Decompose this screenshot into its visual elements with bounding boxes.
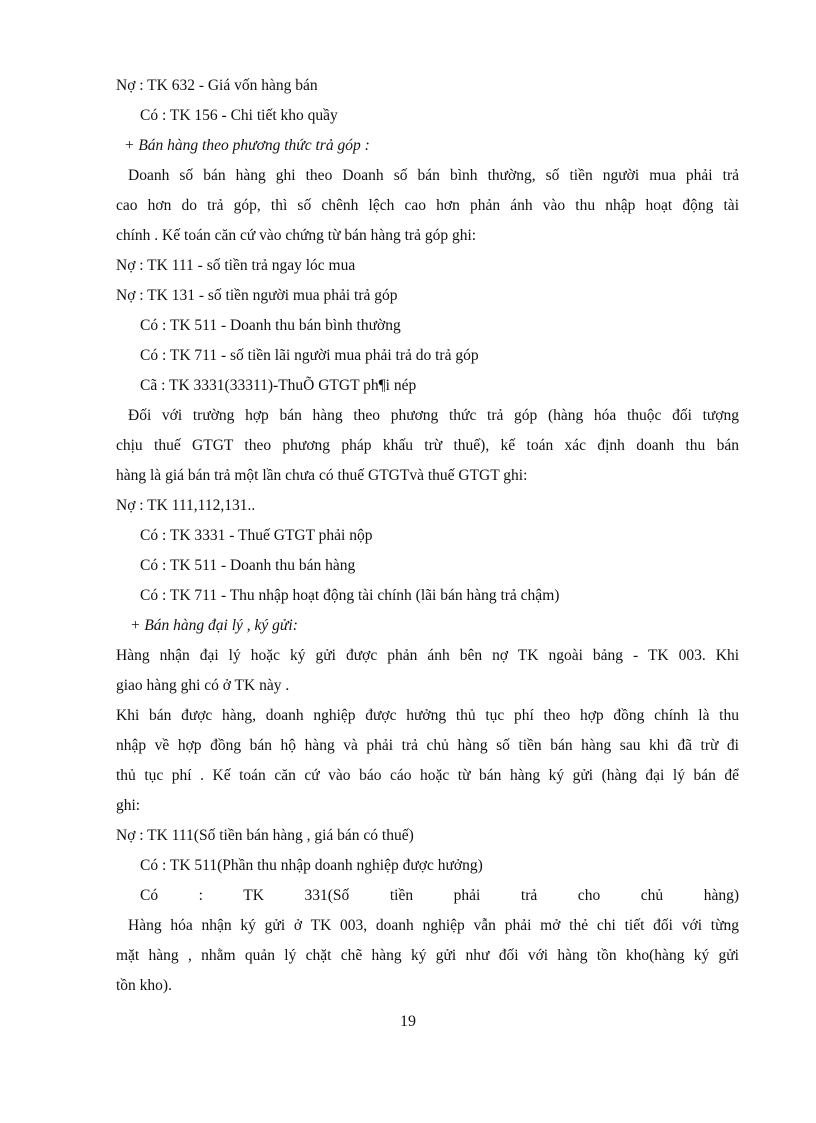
paragraph-line: giao hàng ghi có ở TK này . [116,677,290,694]
text-line: Có : TK 711 - Thu nhập hoạt động tài chính (lãi bán hàng trả chậm) [140,587,560,604]
paragraph-line: mặt hàng , nhằm quản lý chặt chẽ hàng ký gửi như đối với hàng tồn kho(hàng ký gửi [116,947,739,964]
paragraph-line: Hàng hóa nhận ký gửi ở TK 003, doanh nghiệp vẫn phải mở thẻ chi tiết đối với từng [128,917,739,934]
paragraph-line: Hàng nhận đại lý hoặc ký gửi được phản ánh bên nợ TK ngoài bảng - TK 003. Khi [116,647,739,664]
paragraph-line: hàng là giá bán trả một lần chưa có thuế GTGTvà thuế GTGT ghi: [116,467,528,484]
text-line: Có : TK 511(Phần thu nhập doanh nghiệp được hưởng) [140,857,483,874]
paragraph-line: thủ tục phí . Kế toán căn cứ vào báo cáo hoặc từ bán hàng ký gửi (hàng đại lý bán để [116,767,739,784]
text-line: Nợ : TK 111 - số tiền trả ngay lóc mua [116,257,356,274]
text-line: Có : TK 331(Số tiền phải trả cho chủ hàng) [140,887,739,904]
paragraph-line: nhập về hợp đồng bán hộ hàng và phải trả chủ hàng số tiền bán hàng sau khi đã trừ đi [116,737,739,754]
paragraph-line: cao hơn do trả góp, thì số chênh lệch cao hơn phản ánh vào thu nhập hoạt động tài [116,197,739,214]
paragraph-line: Đối với trường hợp bán hàng theo phương thức trả góp (hàng hóa thuộc đối tượng [128,407,739,424]
page-number: 19 [400,1013,416,1030]
text-line: Có : TK 711 - số tiền lãi người mua phải trả do trả góp [140,347,479,364]
text-line: Cã : TK 3331(33311)-ThuÕ GTGT ph¶i nép [140,377,417,394]
paragraph-line: chính . Kế toán căn cứ vào chứng từ bán hàng trả góp ghi: [116,227,477,244]
paragraph-line: chịu thuế GTGT theo phương pháp khấu trừ thuế), kế toán xác định doanh thu bán [116,437,739,454]
text-line: Nợ : TK 111,112,131.. [116,497,256,514]
paragraph-line: tồn kho). [116,977,172,994]
paragraph-line: Khi bán được hàng, doanh nghiệp được hưởng thủ tục phí theo hợp đồng chính là thu [116,707,739,724]
text-line: Có : TK 511 - Doanh thu bán hàng [140,557,356,574]
text-line: Nợ : TK 131 - số tiền người mua phải trả góp [116,287,398,304]
paragraph-line: Doanh số bán hàng ghi theo Doanh số bán bình thường, số tiền người mua phải trả [128,167,739,184]
text-line: Có : TK 156 - Chi tiết kho quầy [140,107,338,124]
text-line: Có : TK 3331 - Thuế GTGT phải nộp [140,527,373,544]
section-heading: + Bán hàng đại lý , ký gửi: [130,617,298,634]
section-heading: + Bán hàng theo phương thức trả góp : [124,137,370,154]
paragraph-line: ghi: [116,797,141,814]
text-line: Có : TK 511 - Doanh thu bán bình thường [140,317,401,334]
text-line: Nợ : TK 632 - Giá vốn hàng bán [116,77,318,94]
text-line: Nợ : TK 111(Số tiền bán hàng , giá bán có thuế) [116,827,414,844]
